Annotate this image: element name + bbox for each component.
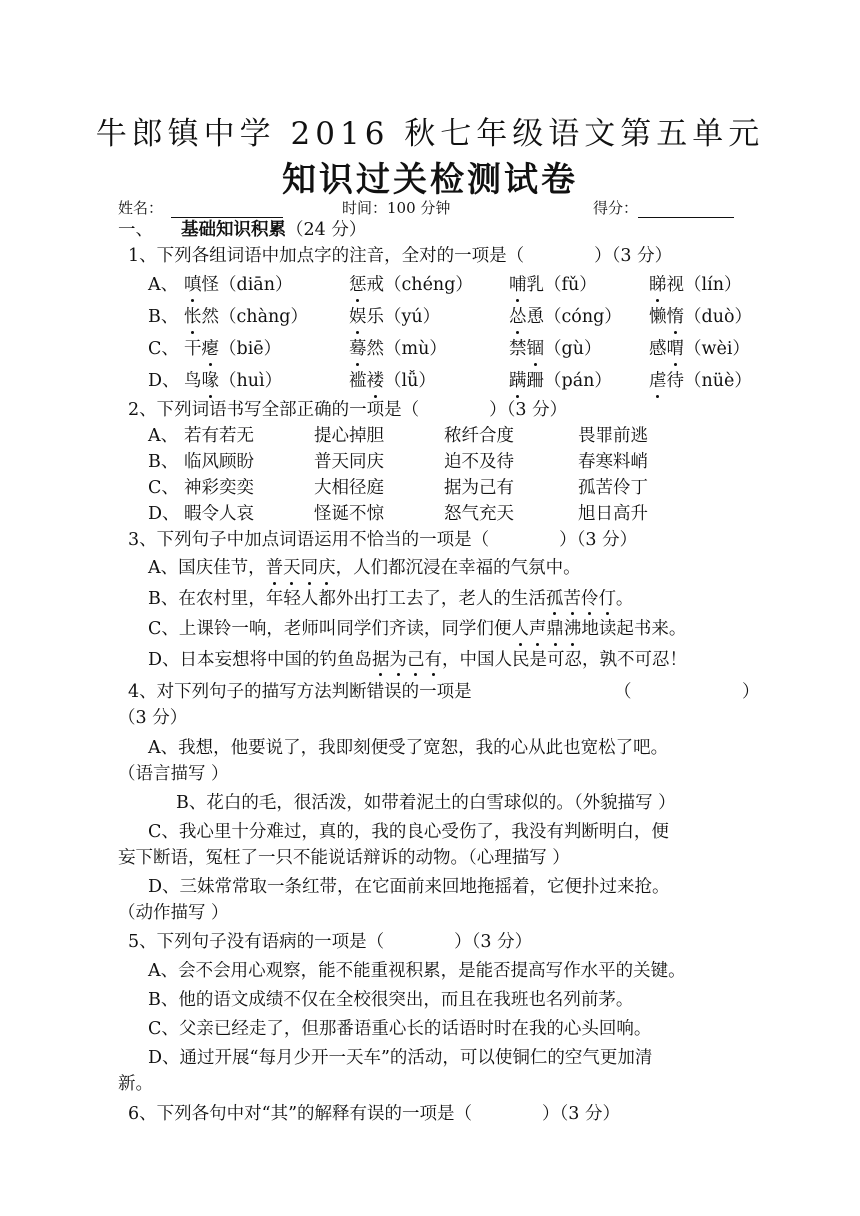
option-letter: B、 (148, 452, 179, 472)
dotted-character: 同 (301, 553, 319, 584)
option-word: 怂恿（cóng） (509, 301, 622, 333)
question-4-option-c: C、我心里十分难过，真的，我的良心受伤了，我没有判断明白，便 (148, 822, 669, 842)
dotted-character: 虐 (649, 365, 667, 397)
question-5-option-d-cont: 新。 (118, 1074, 153, 1094)
question-2-option-c (118, 475, 758, 501)
dotted-character: 己 (407, 645, 425, 676)
option-word: 怅然（chàng） (184, 301, 308, 333)
question-2-stem: 2、下列词语书写全部正确的一项是（ ）（3 分） (128, 400, 568, 420)
question-3-option-d: D、日本妄想将中国的钓鱼岛据为己有，中国人民是可忍，孰不可忍！ (118, 645, 758, 676)
option-word: 哺乳（fǔ） (509, 269, 597, 301)
dotted-character: 喟 (667, 333, 685, 365)
dotted-character: 娱 (349, 301, 367, 333)
question-4-stem-row (118, 679, 758, 705)
question-6-stem: 6、下列各句中对“其”的解释有误的一项是（ ）（3 分） (128, 1104, 620, 1124)
dotted-phrase (266, 558, 336, 578)
question-5-option-b: B、他的语文成绩不仅在全校很突出，而且在我班也名列前茅。 (148, 990, 634, 1010)
score-label: 得分： (593, 199, 639, 217)
option-letter: A、 (148, 426, 179, 446)
option-word: 畏罪前逃 (578, 426, 648, 446)
option-word: 睇视（lín） (649, 269, 741, 301)
dotted-character: 人 (511, 614, 529, 645)
dotted-character: 有 (425, 645, 443, 676)
question-2-option-b (118, 449, 758, 475)
answer-bracket-open: （ (614, 682, 632, 702)
option-word: 禁锢（gù） (509, 333, 601, 365)
dotted-character: 嗔 (184, 269, 202, 301)
option-word: 娱乐（yú） (349, 301, 440, 333)
option-letter: C、 (148, 339, 179, 359)
option-word: 蹒跚（pán） (509, 365, 612, 397)
question-5-stem: 5、下列句子没有语病的一项是（ ）（3 分） (128, 932, 533, 952)
dotted-character: 苦 (563, 584, 581, 615)
question-3-option-b: B、在农村里，年轻人都外出打工去了，老人的生活孤苦伶仃。 (118, 584, 758, 615)
question-2-option-d (118, 501, 758, 527)
option-word: 暇令人哀 (184, 504, 254, 524)
name-field (118, 197, 283, 218)
section-points: （24 分） (286, 220, 367, 240)
dotted-character: 锢 (527, 333, 545, 365)
option-word: 干瘪（biē） (184, 333, 281, 365)
question-3-option-a: A、国庆佳节，普天同庆，人们都沉浸在幸福的气氛中。 (118, 553, 758, 584)
dotted-character: 惩 (349, 269, 367, 301)
dotted-phrase (372, 650, 442, 670)
option-word: 怪诞不惊 (314, 504, 384, 524)
question-1-options (118, 269, 758, 397)
option-word: 据为己有 (444, 478, 514, 498)
option-letter: B、 (148, 307, 179, 327)
question-1-option-b (118, 301, 758, 333)
question-2-option-a (118, 423, 758, 449)
option-word: 蓦然（mù） (349, 333, 447, 365)
option-word: 懒惰（duò） (649, 301, 752, 333)
question-5-option-c: C、父亲已经走了，但那番语重心长的话语时时在我的心头回响。 (148, 1019, 652, 1039)
score-field (593, 197, 734, 218)
option-word: 褴褛（lǚ） (349, 365, 436, 397)
question-3-option-c: C、上课铃一响，老师叫同学们齐读，同学们便人声鼎沸地读起书来。 (118, 614, 758, 645)
dotted-character: 瘪 (202, 333, 220, 365)
name-blank (171, 201, 283, 218)
option-word: 旭日高升 (578, 504, 648, 524)
dotted-character: 仃 (598, 584, 616, 615)
score-blank (638, 201, 734, 218)
question-1-stem: 1、下列各组词语中加点字的注音，全对的一项是（ ）（3 分） (128, 246, 673, 266)
dotted-character: 天 (283, 553, 301, 584)
dotted-character: 睇 (649, 269, 667, 301)
option-word: 鸟喙（huì） (184, 365, 282, 397)
dotted-character: 沸 (564, 614, 582, 645)
option-word: 迫不及待 (444, 452, 514, 472)
dotted-character: 褛 (367, 365, 385, 397)
dotted-character: 惰 (667, 301, 685, 333)
section-title: 基础知识积累 (181, 220, 286, 240)
dotted-character: 怅 (184, 301, 202, 333)
dotted-character: 据 (372, 645, 390, 676)
question-1-option-a (118, 269, 758, 301)
dotted-character: 伶 (581, 584, 599, 615)
answer-bracket-close: ） (742, 682, 760, 702)
exam-content (118, 217, 758, 1127)
question-3-stem: 3、下列句子中加点词语运用不恰当的一项是（ ）（3 分） (128, 530, 638, 550)
question-4-option-a: A、我想，他要说了，我即刻便受了宽恕，我的心从此也宽松了吧。 (148, 738, 669, 758)
option-word: 虐待（nüè） (649, 365, 752, 397)
dotted-character: 喙 (202, 365, 220, 397)
dotted-character: 鼎 (546, 614, 564, 645)
dotted-character: 声 (529, 614, 547, 645)
time-label: 时间：100 分钟 (342, 199, 451, 217)
dotted-character: 蓦 (349, 333, 367, 365)
question-4-option-d: D、三妹常常取一条红带，在它面前来回地拖摇着，它便扑过来抢。 (148, 877, 670, 897)
question-5-option-d: D、通过开展“每月少开一天车”的活动，可以使铜仁的空气更加清 (148, 1048, 653, 1068)
option-word: 感喟（wèi） (649, 333, 750, 365)
option-word: 普天同庆 (314, 452, 384, 472)
option-word: 大相径庭 (314, 478, 384, 498)
option-word: 怒气充天 (444, 504, 514, 524)
exam-title-line1: 牛郎镇中学 2016 秋七年级语文第五单元 (95, 116, 765, 152)
option-letter: D、 (148, 504, 180, 524)
option-word: 神彩奕奕 (184, 478, 254, 498)
question-4-option-b: B、花白的毛，很活泼，如带着泥土的白雪球似的。（外貌描写 ） (176, 793, 676, 813)
dotted-phrase (511, 619, 581, 639)
question-4-option-d-tag: （动作描写 ） (118, 903, 229, 923)
name-label: 姓名： (118, 199, 164, 217)
section-number: 一、 (118, 220, 153, 240)
option-word: 若有若无 (184, 426, 254, 446)
option-word: 春寒料峭 (578, 452, 648, 472)
question-4-option-c-cont: 妄下断语，冤枉了一只不能说话辩诉的动物。（心理描写 ） (118, 848, 570, 868)
section-heading (118, 217, 758, 243)
dotted-character: 哺 (509, 269, 527, 301)
option-word: 提心掉胆 (314, 426, 384, 446)
dotted-character: 庆 (318, 553, 336, 584)
dotted-character: 怂 (509, 301, 527, 333)
question-1-option-d (118, 365, 758, 397)
option-letter: A、 (148, 275, 179, 295)
dotted-character: 孤 (546, 584, 564, 615)
question-2-options (118, 423, 758, 527)
question-4-points: （3 分） (118, 708, 188, 728)
exam-info-row (118, 197, 758, 219)
option-word: 嗔怪（diān） (184, 269, 293, 301)
dotted-character: 蹒 (509, 365, 527, 397)
question-4-option-a-tag: （语言描写 ） (118, 764, 229, 784)
option-word: 惩戒（chéng） (349, 269, 473, 301)
option-word: 秾纤合度 (444, 426, 514, 446)
option-word: 临风顾盼 (184, 452, 254, 472)
question-1-option-c (118, 333, 758, 365)
option-letter: D、 (148, 371, 180, 391)
dotted-character: 普 (266, 553, 284, 584)
exam-title-line2: 知识过关检测试卷 (282, 160, 578, 200)
question-5-option-a: A、会不会用心观察，能不能重视积累，是能否提高写作水平的关键。 (148, 961, 686, 981)
question-4-stem: 4、对下列句子的描写方法判断错误的一项是 (128, 682, 472, 702)
dotted-character: 为 (390, 645, 408, 676)
option-letter: C、 (148, 478, 179, 498)
option-word: 孤苦伶丁 (578, 478, 648, 498)
dotted-phrase (546, 589, 616, 609)
